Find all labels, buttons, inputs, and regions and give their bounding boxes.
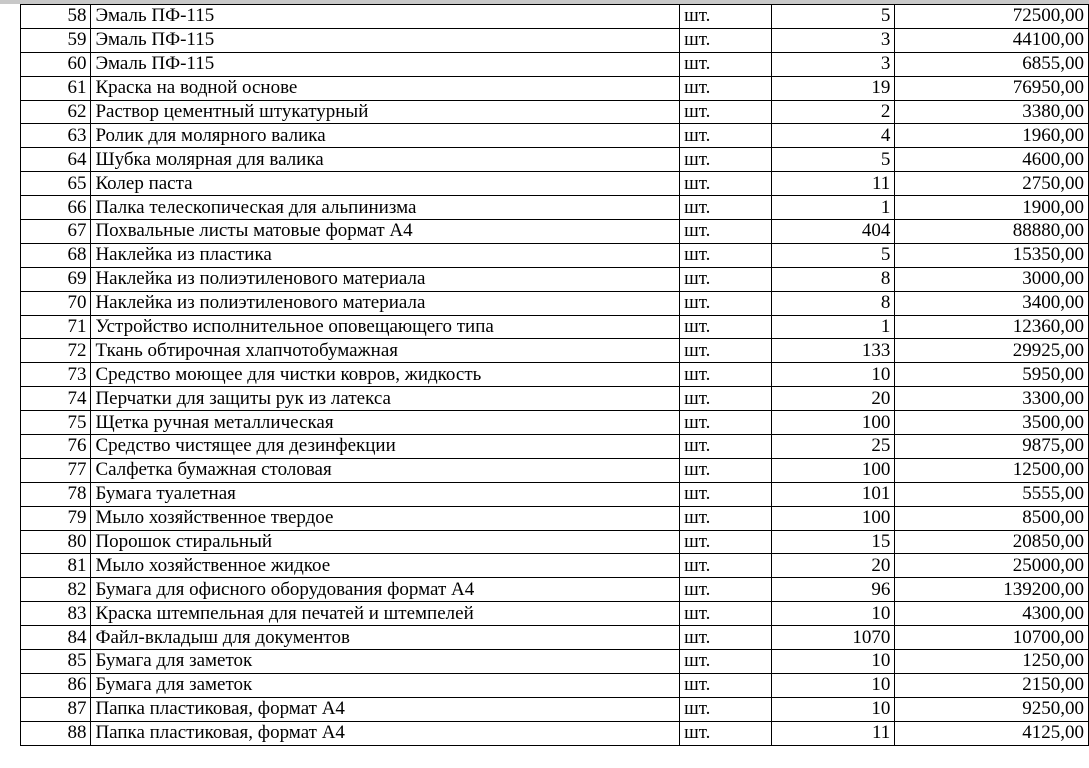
- unit-cell: шт.: [680, 578, 772, 602]
- quantity-cell: 133: [772, 339, 895, 363]
- table-row: [21, 28, 1089, 52]
- amount-cell: 72500,00: [895, 5, 1089, 29]
- row-number-cell: 63: [21, 124, 91, 148]
- table-row: [21, 554, 1089, 578]
- quantity-cell: 100: [772, 411, 895, 435]
- row-number-cell: 83: [21, 602, 91, 626]
- quantity-cell: 11: [772, 721, 895, 745]
- amount-cell: 88880,00: [895, 220, 1089, 244]
- quantity-cell: 404: [772, 220, 895, 244]
- unit-cell: шт.: [680, 267, 772, 291]
- item-name-cell: Бумага для офисного оборудования формат А4: [91, 578, 680, 602]
- unit-cell: шт.: [680, 506, 772, 530]
- amount-cell: 44100,00: [895, 28, 1089, 52]
- item-name-cell: Эмаль ПФ-115: [91, 52, 680, 76]
- amount-cell: 139200,00: [895, 578, 1089, 602]
- table-row: [21, 220, 1089, 244]
- quantity-cell: 19: [772, 76, 895, 100]
- item-name-cell: Краска на водной основе: [91, 76, 680, 100]
- table-row: [21, 315, 1089, 339]
- item-name-cell: Перчатки для защиты рук из латекса: [91, 387, 680, 411]
- table-row: [21, 435, 1089, 459]
- item-name-cell: Эмаль ПФ-115: [91, 5, 680, 29]
- table-row: [21, 530, 1089, 554]
- row-number-cell: 75: [21, 411, 91, 435]
- amount-cell: 3000,00: [895, 267, 1089, 291]
- item-name-cell: Порошок стиральный: [91, 530, 680, 554]
- table-row: [21, 124, 1089, 148]
- quantity-cell: 10: [772, 650, 895, 674]
- unit-cell: шт.: [680, 697, 772, 721]
- quantity-cell: 25: [772, 435, 895, 459]
- item-name-cell: Папка пластиковая, формат А4: [91, 697, 680, 721]
- quantity-cell: 10: [772, 602, 895, 626]
- table-row: [21, 721, 1089, 745]
- amount-cell: 10700,00: [895, 626, 1089, 650]
- row-number-cell: 74: [21, 387, 91, 411]
- amount-cell: 2150,00: [895, 673, 1089, 697]
- row-number-cell: 87: [21, 697, 91, 721]
- row-number-cell: 59: [21, 28, 91, 52]
- table-row: [21, 578, 1089, 602]
- amount-cell: 1900,00: [895, 196, 1089, 220]
- quantity-cell: 96: [772, 578, 895, 602]
- unit-cell: шт.: [680, 482, 772, 506]
- unit-cell: шт.: [680, 148, 772, 172]
- table-row: [21, 243, 1089, 267]
- quantity-cell: 100: [772, 458, 895, 482]
- row-number-cell: 64: [21, 148, 91, 172]
- quantity-cell: 100: [772, 506, 895, 530]
- unit-cell: шт.: [680, 554, 772, 578]
- table-row: [21, 76, 1089, 100]
- unit-cell: шт.: [680, 291, 772, 315]
- item-name-cell: Устройство исполнительное оповещающего типа: [91, 315, 680, 339]
- item-name-cell: Щетка ручная металлическая: [91, 411, 680, 435]
- row-number-cell: 81: [21, 554, 91, 578]
- table-row: [21, 506, 1089, 530]
- quantity-cell: 1: [772, 315, 895, 339]
- quantity-cell: 3: [772, 28, 895, 52]
- amount-cell: 25000,00: [895, 554, 1089, 578]
- item-name-cell: Наклейка из пластика: [91, 243, 680, 267]
- amount-cell: 2750,00: [895, 172, 1089, 196]
- unit-cell: шт.: [680, 673, 772, 697]
- amount-cell: 5950,00: [895, 363, 1089, 387]
- amount-cell: 9875,00: [895, 435, 1089, 459]
- quantity-cell: 15: [772, 530, 895, 554]
- amount-cell: 3380,00: [895, 100, 1089, 124]
- quantity-cell: 10: [772, 363, 895, 387]
- item-name-cell: Раствор цементный штукатурный: [91, 100, 680, 124]
- unit-cell: шт.: [680, 602, 772, 626]
- amount-cell: 15350,00: [895, 243, 1089, 267]
- item-name-cell: Наклейка из полиэтиленового материала: [91, 267, 680, 291]
- quantity-cell: 101: [772, 482, 895, 506]
- table-row: [21, 172, 1089, 196]
- unit-cell: шт.: [680, 315, 772, 339]
- quantity-cell: 4: [772, 124, 895, 148]
- quantity-cell: 3: [772, 52, 895, 76]
- quantity-cell: 5: [772, 243, 895, 267]
- item-name-cell: Бумага туалетная: [91, 482, 680, 506]
- amount-cell: 9250,00: [895, 697, 1089, 721]
- amount-cell: 4600,00: [895, 148, 1089, 172]
- quantity-cell: 10: [772, 697, 895, 721]
- row-number-cell: 88: [21, 721, 91, 745]
- unit-cell: шт.: [680, 100, 772, 124]
- row-number-cell: 69: [21, 267, 91, 291]
- table-row: [21, 482, 1089, 506]
- table-row: [21, 52, 1089, 76]
- row-number-cell: 86: [21, 673, 91, 697]
- amount-cell: 3400,00: [895, 291, 1089, 315]
- row-number-cell: 77: [21, 458, 91, 482]
- unit-cell: шт.: [680, 363, 772, 387]
- quantity-cell: 10: [772, 673, 895, 697]
- unit-cell: шт.: [680, 530, 772, 554]
- row-number-cell: 68: [21, 243, 91, 267]
- row-number-cell: 78: [21, 482, 91, 506]
- amount-cell: 1250,00: [895, 650, 1089, 674]
- amount-cell: 20850,00: [895, 530, 1089, 554]
- table-row: [21, 458, 1089, 482]
- row-number-cell: 85: [21, 650, 91, 674]
- item-name-cell: Ткань обтирочная хлапчотобумажная: [91, 339, 680, 363]
- amount-cell: 1960,00: [895, 124, 1089, 148]
- quantity-cell: 20: [772, 387, 895, 411]
- unit-cell: шт.: [680, 721, 772, 745]
- row-number-cell: 84: [21, 626, 91, 650]
- quantity-cell: 5: [772, 5, 895, 29]
- item-name-cell: Шубка молярная для валика: [91, 148, 680, 172]
- items-table: [20, 4, 1089, 746]
- unit-cell: шт.: [680, 172, 772, 196]
- row-number-cell: 62: [21, 100, 91, 124]
- row-number-cell: 66: [21, 196, 91, 220]
- item-name-cell: Салфетка бумажная столовая: [91, 458, 680, 482]
- table-row: [21, 267, 1089, 291]
- item-name-cell: Бумага для заметок: [91, 673, 680, 697]
- quantity-cell: 5: [772, 148, 895, 172]
- table-row: [21, 387, 1089, 411]
- table-row: [21, 411, 1089, 435]
- amount-cell: 12360,00: [895, 315, 1089, 339]
- unit-cell: шт.: [680, 243, 772, 267]
- row-number-cell: 70: [21, 291, 91, 315]
- table-row: [21, 626, 1089, 650]
- unit-cell: шт.: [680, 339, 772, 363]
- unit-cell: шт.: [680, 411, 772, 435]
- item-name-cell: Бумага для заметок: [91, 650, 680, 674]
- item-name-cell: Ролик для молярного валика: [91, 124, 680, 148]
- row-number-cell: 80: [21, 530, 91, 554]
- row-number-cell: 73: [21, 363, 91, 387]
- unit-cell: шт.: [680, 5, 772, 29]
- quantity-cell: 20: [772, 554, 895, 578]
- item-name-cell: Мыло хозяйственное твердое: [91, 506, 680, 530]
- unit-cell: шт.: [680, 458, 772, 482]
- item-name-cell: Эмаль ПФ-115: [91, 28, 680, 52]
- amount-cell: 12500,00: [895, 458, 1089, 482]
- item-name-cell: Средство чистящее для дезинфекции: [91, 435, 680, 459]
- item-name-cell: Папка пластиковая, формат А4: [91, 721, 680, 745]
- quantity-cell: 1070: [772, 626, 895, 650]
- row-number-cell: 72: [21, 339, 91, 363]
- row-number-cell: 60: [21, 52, 91, 76]
- table-row: [21, 673, 1089, 697]
- row-number-cell: 71: [21, 315, 91, 339]
- item-name-cell: Файл-вкладыш для документов: [91, 626, 680, 650]
- item-name-cell: Средство моющее для чистки ковров, жидкость: [91, 363, 680, 387]
- amount-cell: 4125,00: [895, 721, 1089, 745]
- unit-cell: шт.: [680, 387, 772, 411]
- unit-cell: шт.: [680, 28, 772, 52]
- amount-cell: 5555,00: [895, 482, 1089, 506]
- table-row: [21, 148, 1089, 172]
- unit-cell: шт.: [680, 650, 772, 674]
- quantity-cell: 8: [772, 291, 895, 315]
- table-row: [21, 363, 1089, 387]
- item-name-cell: Колер паста: [91, 172, 680, 196]
- quantity-cell: 11: [772, 172, 895, 196]
- table-row: [21, 697, 1089, 721]
- amount-cell: 4300,00: [895, 602, 1089, 626]
- row-number-cell: 82: [21, 578, 91, 602]
- table-row: [21, 339, 1089, 363]
- items-table-body: [21, 5, 1089, 746]
- item-name-cell: Краска штемпельная для печатей и штемпелей: [91, 602, 680, 626]
- amount-cell: 29925,00: [895, 339, 1089, 363]
- row-number-cell: 61: [21, 76, 91, 100]
- quantity-cell: 2: [772, 100, 895, 124]
- amount-cell: 8500,00: [895, 506, 1089, 530]
- quantity-cell: 8: [772, 267, 895, 291]
- quantity-cell: 1: [772, 196, 895, 220]
- unit-cell: шт.: [680, 435, 772, 459]
- row-number-cell: 67: [21, 220, 91, 244]
- item-name-cell: Мыло хозяйственное жидкое: [91, 554, 680, 578]
- row-number-cell: 58: [21, 5, 91, 29]
- table-row: [21, 5, 1089, 29]
- table-row: [21, 100, 1089, 124]
- unit-cell: шт.: [680, 626, 772, 650]
- amount-cell: 3500,00: [895, 411, 1089, 435]
- table-row: [21, 291, 1089, 315]
- unit-cell: шт.: [680, 196, 772, 220]
- item-name-cell: Наклейка из полиэтиленового материала: [91, 291, 680, 315]
- item-name-cell: Палка телескопическая для альпинизма: [91, 196, 680, 220]
- table-row: [21, 650, 1089, 674]
- row-number-cell: 79: [21, 506, 91, 530]
- table-row: [21, 602, 1089, 626]
- amount-cell: 3300,00: [895, 387, 1089, 411]
- amount-cell: 6855,00: [895, 52, 1089, 76]
- unit-cell: шт.: [680, 52, 772, 76]
- unit-cell: шт.: [680, 124, 772, 148]
- row-number-cell: 76: [21, 435, 91, 459]
- row-number-cell: 65: [21, 172, 91, 196]
- item-name-cell: Похвальные листы матовые формат А4: [91, 220, 680, 244]
- table-row: [21, 196, 1089, 220]
- amount-cell: 76950,00: [895, 76, 1089, 100]
- unit-cell: шт.: [680, 76, 772, 100]
- unit-cell: шт.: [680, 220, 772, 244]
